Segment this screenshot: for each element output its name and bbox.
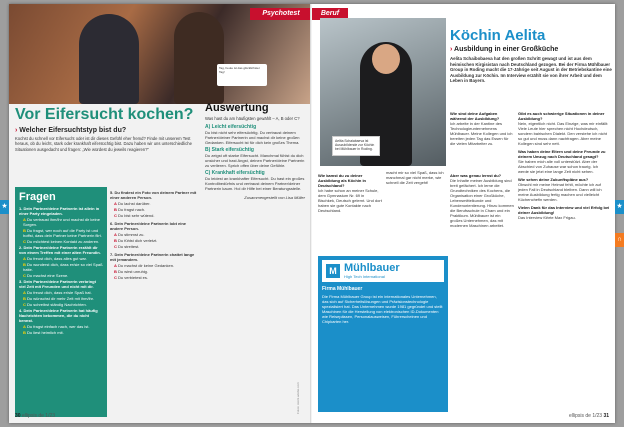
answer-option: A Du vertraust ihm/ihr und machst dir keine Sorgen. [23,217,100,227]
arrow-icon: › [450,46,453,53]
interview-lead: Aelita Schaibobaeva hat den großen Schritt gewagt und ist aus dem heimischen Kirgisistan nach Deutschland gezogen. Bei der Firma Mühlbauer Group in Roding macht die 17-Jährige seit August in der Betriebskantine eine Ausbildung zur Köchin. Im Interview erzählt sie von ihrer Arbeit und dem Leben in Bayern. [450,56,612,84]
chef-face [372,44,400,74]
right-page [312,4,615,423]
question-text: 4. Dein Partner/deine Partnerin hat häufig Nachrichten bekommen, die du nicht kennst. [19,308,98,323]
article-header [15,106,195,152]
interview-question: Wie sind deine Aufgaben während der Ausbildung? [450,111,500,121]
interview-answer: macht mir so viel Spaß, dass ich manchmal gar nicht merke, wie schnell die Zeit vergeht! [386,170,444,185]
question-text: 3. Dein Partner/deine Partnerin verbringt viel Zeit mit Freunden und nicht mit dir. [19,279,96,289]
evaluation-type-heading: B) Stark eifersüchtig [205,147,254,153]
question-text: 2. Dein Partner/deine Partnerin erzählt dir von einem Treffen mit einer alten Freundin. [19,245,101,255]
interview-answer: Die Inhalte meiner Ausbildung sind breit gefächert. Ich lerne die Grundtechniken des Kochens, die Organisation einer Großküche, Lebensmittelkunde und Kundenorientierung. Hinzu kommen die Berufsschule in Cham und ein Praktikum. Mühlbauer ist ein großes Unternehmen, das mit modernen Maschinen arbeitet. [450,178,514,228]
answer-option: B Du wirst unruhig. [114,269,149,274]
interview-question: Wie kamst du zu deiner Ausbildung als Köchin in Deutschland? [318,173,366,188]
answer-option: B Du liest heimlich mit. [23,330,64,335]
section-badge: Beruf [312,8,348,20]
photo-caption: Aelita Schaiabaeva ist Auszubildende zur Köchin bei Mühlbauer in Roding. [332,136,380,156]
arrow-icon: › [15,127,18,134]
interview-question: Was haben deine Eltern und deine Freunde zu deinem Umzug nach Deutschland gesagt? [518,149,606,159]
answer-option: B Du fragst, wer noch auf die Party ist und hoffst, dass dein Partner keine Partnerin flirt. [23,228,102,238]
evaluation-type-text: Du bist nicht sehr eifersüchtig. Du vertraust deinem Partner/deiner Partnerin und machst dir keine großen Gedanken. Eifersucht ist für dich kein großes Thema. [205,130,300,145]
article-title: Vor Eifersucht kochen? [15,106,194,123]
interview-answer: Obwohl mir meine Heimat fehlt, möchte ich auf jeden Fall in Deutschland bleiben. Dann will ich meine Ausbildung fertig machen und vielleicht Küchenchefin werden. [518,182,602,202]
article-intro: Kochst du schnell vor Eifersucht oder ist dir dieses Gefühl eher fremd? Finde mit unserem Test heraus, ob du leicht, stark oder krankhaft eifersüchtig bist. Dazu haben wir uns unterschiedliche Situationen ausgedacht und fragen: „Wie würdest du jeweils reagieren?“ [15,136,192,152]
answer-option: C Du bist sehr wütend. [114,213,155,218]
answer-option: A Du stimmst zu. [114,232,145,237]
evaluation-intro: Was hast du am häufigsten gewählt – A, B oder C? [205,116,300,121]
logo-name: Mühlbauer [344,262,400,274]
evaluation-footer: Zusammengestellt von Lisa Müller [244,195,305,200]
page-number-right: ellipsis de 1/23 31 [568,413,609,419]
answer-option: B Du fragst nach. [114,207,146,212]
logo-tagline: High Tech International [344,274,385,279]
interview-question: Gibt es auch schwierige Situationen in deiner Ausbildung? [518,111,605,121]
company-infobox [318,256,448,412]
section-badge: Psychotest [250,8,312,20]
question-text: 5. Du findest ein Foto von deinem Partner mit einer anderen Person. [110,190,197,200]
horseshoe-tab-icon[interactable]: ∩ [615,233,624,247]
photo-credit: Fotos: stock.adobe.com [296,382,300,414]
article-subtitle: › Welcher Eifersuchtstyp bist du? [15,127,127,134]
interview-answer: Sie haben mich alle voll unterstützt. Aber der Abschied von Zuhause war schon traurig. Ich werde sie jetzt eine lange Zeit nicht sehen. [518,159,599,174]
magazine-spread [9,4,615,423]
person-silhouette [79,14,139,104]
question-text: 6. Dein Partner/deine Partnerin lobt eine andere Person. [110,221,187,231]
evaluation-heading: Auswertung [205,102,269,114]
logo-mark-icon: M [326,264,340,278]
interview-column [450,170,514,346]
questions-list-continued [110,187,200,417]
evaluation-section [205,102,305,342]
answer-option: C Du möchtest keinen Kontakt zu anderen. [23,239,100,244]
evaluation-type-text: Du zeigst oft starke Eifersucht. Manchmal fühlst du dich unsicher und hast Angst, deinen Partner/deine Partnerin zu verlieren. Sprich offen über deine Gefühle. [205,153,305,168]
questions-list [19,206,103,335]
answer-option: A Du freust dich, dass er/sie Spaß hat. [23,290,92,295]
question-text: 7. Dein Partner/deine Partnerin chattet lange mit jemandem. [110,252,195,262]
answer-option: C Du verbietest es. [114,275,149,280]
question-text: 1. Dein Partner/deine Partnerin ist allein in einer Party eingeladen. [19,206,100,216]
company-text: Die Firma Mühlbauer Group ist ein internationales Unternehmen, das sich auf Sicherheitslösungen und Präzisionstechnologie spezialisiert hat. Das Unternehmen wurde 1981 gegründet und stellt Maschinen für die Herstellung von elektronischen ID-Dokumenten wie Reisepässen, Personalausweisen, Führerscheinen und Chipkarten her. [322,294,443,324]
interview-question: Wie sehen deine Zukunftspläne aus? [518,177,589,182]
interview-question: Vielen Dank für das Interview und viel Erfolg bei deiner Ausbildung! [518,205,610,215]
interview-column [450,108,514,166]
interview-answer: Nein, eigentlich nicht. Das Einzige, was mir einfällt: Viele Leute hier sprechen nicht Hochdeutsch, sondern bairischen Dialekt. Den verstehe ich nicht so gut und muss dann nachfragen. Aber meine Kollegen sind sehr nett. [518,121,609,146]
star-tab-icon[interactable]: ★ [0,200,9,214]
questions-box [15,187,107,417]
interview-column [386,170,448,250]
questions-heading: Fragen [19,191,56,203]
evaluation-list [205,124,305,191]
answer-option: A Du freust dich, dass alles gut war. [23,256,87,261]
company-logo [322,260,444,282]
answer-option: B Du fühlst dich verletzt. [114,238,158,243]
interview-column [518,108,610,408]
interview-title: Köchin Aelita [450,27,546,44]
page-number-left: 30 ellipsis de 1/23 [15,413,56,419]
person-silhouette [174,12,224,104]
answer-option: C Du schreibst ständig Nachrichten. [23,302,87,307]
answer-option: C Du machst eine Szene. [23,273,69,278]
interview-header [450,28,612,84]
left-page [9,4,312,423]
answer-option: A Du lachst darüber. [114,201,151,206]
interview-subtitle: › Ausbildung in einer Großküche [450,46,559,53]
interview-answer: Ich habe schon an meiner Schule, dem Gymnasium Nr. 69 in Bischkek, Deutsch gelernt. Und dort haben sie gute Kontakte nach Deutschland. [318,188,382,213]
interview-answer: Das Interview führte Max Frigau. [518,215,576,220]
answer-option: B Du wunderst dich, dass er/sie so viel Spaß hatte. [23,262,103,272]
chef-photo [320,18,446,166]
company-heading: Firma Mühlbauer [322,286,363,292]
evaluation-type-text: Du leidest an krankhafter Eifersucht. Du hast ein großes Kontrollbedürfnis und vertraust deinem Partner/deiner Partnerin kaum. Hol dir Hilfe bei einer Beratungsstelle. [205,176,305,191]
answer-option: C Du streitest. [114,244,140,249]
answer-option: B Du wünschst dir mehr Zeit mit ihm/ihr. [23,296,94,301]
answer-option: A Du machst dir keine Gedanken. [114,263,175,268]
speech-bubble: Tag, heute ist das glücklichster Tag! [217,64,267,86]
interview-column [318,170,382,250]
star-tab-icon[interactable]: ★ [615,200,624,214]
interview-answer: Ich arbeite in der Kantine des Technologieunternehmens Mühlbauer. Meine Kollegen und ich bereiten jeden Tag das Essen für die vielen Mitarbeiter zu. [450,121,513,146]
evaluation-type-heading: A) Leicht eifersüchtig [205,124,257,130]
interview-question: Aber was genau lernst du? [450,173,502,178]
evaluation-type-heading: C) Krankhaft eifersüchtig [205,170,265,176]
answer-option: A Du fragst einfach nach, wer das ist. [23,324,90,329]
